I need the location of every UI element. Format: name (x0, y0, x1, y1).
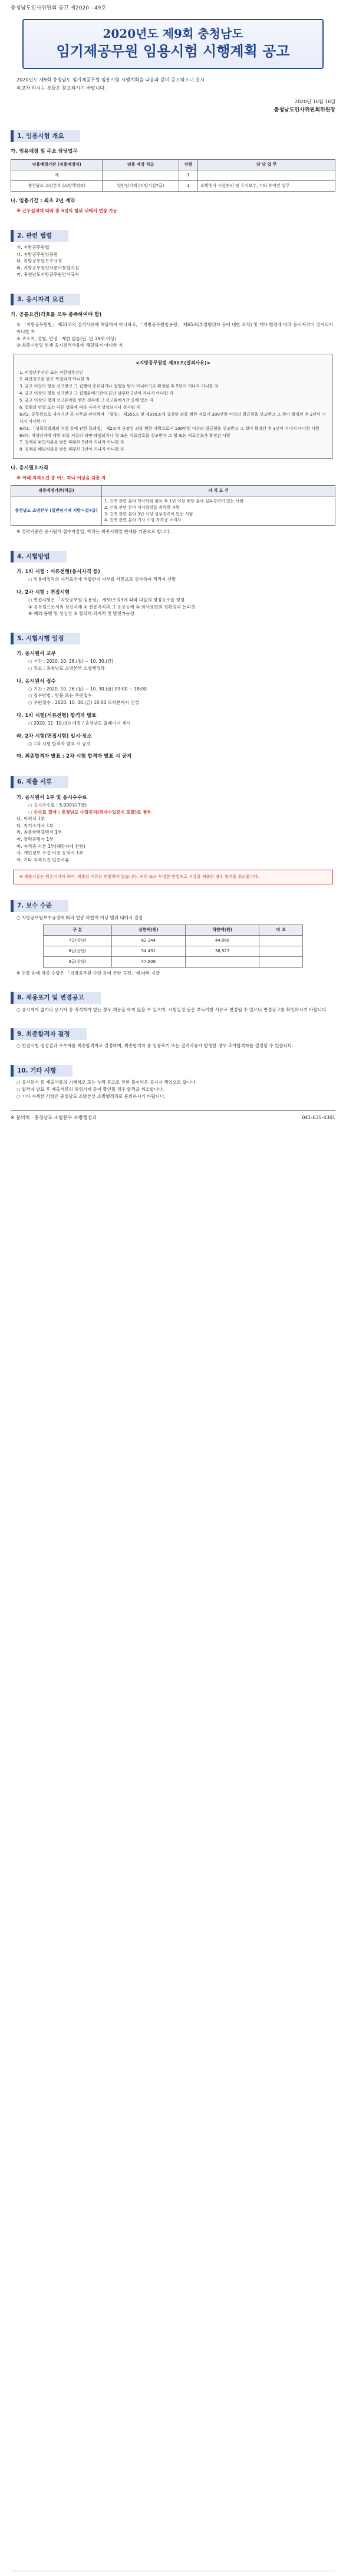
table-row: 5급(상당) 47,508 (44, 956, 303, 967)
other-notes: ○ 응시원서 등 제출서류의 기재착오 또는 누락 등으로 인한 불이익은 응시자 책임으로 합니다. ○ 합격자 발표 후 제출서류의 허위기재 등이 확인될 경우 합격을 취소합니다. ○ 기타 자세한 사항은 충청남도 소방본부 소방행정과로 문의하시기 바랍니다. (17, 1080, 197, 1099)
table-row: 충청남도 소방본부 (소방행정과) 일반임기제 (지방시설7급) 1 소방청사 시설관리 및 유지보수, 기타 부여된 업무 (11, 180, 335, 191)
col-org: 임용예정기관 (임용예정직) (11, 160, 103, 170)
sec3-sub-b: 나. 응시필요자격 (11, 465, 48, 472)
announce-date: 2020년 10월 16일 (295, 98, 335, 104)
table-row: 충청남도 소방본부 (일반임기제 지방시설7급) 1. 건축 관련 분야 학사학위 취득 후 1년 이상 해당 분야 실무경력이 있는 사람 2. 건축 관련 분야 석사학위를 취득한 사람 3. 건축 관련 분야 3년 이상 실무경력이 있는 사람 4. 건축 관련 분야 기사 이상 자격증 소지자 (11, 496, 335, 525)
sec3-note: ※ 아래 자격요건 중 어느 하나 이상을 갖춘 자 (17, 475, 106, 481)
col-duty: 담 당 업 무 (198, 160, 335, 170)
qualification-table: 임용예정기관(직급) 자 격 요 건 충청남도 소방본부 (일반임기제 지방시설7급) 1. 건축 관련 분야 학사학위 취득 후 1년 이상 해당 분야 실무경력이 있는 사람 2. 건축 관련 분야 석사학위를 취득한 사람 3. 건축 관련 분야 3년 이상 실무경력이 있는 사람 4. 건축 관련 분야 기사 이상 자격증 소지자 (11, 485, 335, 526)
table-row: 계 1 (11, 170, 335, 181)
section-9-title: 9. 최종합격자 결정 (11, 1028, 87, 1040)
exam-method: 가. 1차 시험 : 서류전형(응시자격 등) ○ 임용예정직의 자격요건에 적합한지 여부를 서면으로 심사하여 적격자 선발 나. 2차 시험 : 면접시험 ○ 면접시험은 「지방공무원 임용령」 제50조의3에 따라 다음의 평정요소를 평정 ① 공무원으로서의 정신자세 ② 전문지식과 그 응용능력 ③ 의사표현의 정확성과 논리성 ④ 예의·품행 및 성실성 ⑤ 창의력·의지력 및 발전가능성 (17, 569, 196, 617)
title-line-2: 임기제공무원 임용시험 시행계획 공고 (56, 42, 290, 60)
qualification-footer: ※ 경력기준은 응시원서 접수마감일, 학위는 최종시험일 현재를 기준으로 합니다. (17, 529, 171, 535)
sec1-sub-b: 나. 임용기간 : 최초 2년 계약 (11, 198, 75, 204)
change-notice: ○ 응시자가 없거나 응시자 중 적격자가 없는 경우 채용을 하지 않을 수 있으며, 시험일정 등은 부득이한 사유로 변경될 수 있으니 변경공고를 확인하시기 바랍니다. (17, 1006, 328, 1012)
sec1-note: ※ 근무실적에 따라 총 5년의 범위 내에서 연장 가능 (17, 208, 118, 213)
section-1-title: 1. 임용시험 개요 (11, 130, 80, 142)
col-count: 인원 (179, 160, 198, 170)
sec3-sub-a: 가. 공통요건(각호를 모두 충족하여야 함) (11, 312, 102, 318)
section-6-title: 6. 제출 서류 (11, 776, 68, 788)
documents-warning: ※ 제출서류는 원본이어야 하며, 제출된 서류는 반환하지 않습니다. 허위 또는 부정한 방법으로 서류를 제출한 경우 합격을 취소합니다. (13, 870, 333, 885)
section-7-title: 7. 보수 수준 (11, 900, 68, 912)
final-decision: ○ 면접시험 평정결과 우수자를 최종합격자로 결정하며, 최종합격자 중 임용포기 또는 결격사유가 발생한 경우 추가합격자를 결정할 수 있습니다. (17, 1043, 294, 1049)
contact-org: ※ 문의처 : 충청남도 소방본부 소방행정과 (11, 1115, 97, 1121)
table-row: 6급(상당) 54,431 38,927 (44, 946, 303, 957)
section-5-title: 5. 시험시행 일정 (11, 633, 80, 644)
disqualification-box: <지방공무원법 제31조(결격사유)> 1. 피성년후견인 또는 피한정후견인 2. 파산선고를 받고 복권되지 아니한 자 3. 금고 이상의 형을 선고받고 그 집행이 종료되거나 집행을 받지 아니하기로 확정된 후 5년이 지나지 아니한 자 4. 금고 이상의 형을 선고받고 그 집행유예기간이 끝난 날부터 2년이 지나지 아니한 자 5. 금고 이상의 형의 선고유예를 받은 경우에 그 선고유예기간 중에 있는 자 6. 법원의 판결 또는 다른 법률에 따라 자격이 상실되거나 정지된 자 6의2. 공무원으로 재직기간 중 직무와 관련하여 「형법」 제355조 및 제356조에 규정된 죄를 범한 자로서 300만원 이상의 벌금형을 선고받고 그 형이 확정된 후 2년이 지나지 아니한 자 6의3. 「성폭력범죄의 처벌 등에 관한 특례법」 제2조에 규정된 죄를 범한 사람으로서 100만원 이상의 벌금형을 선고받고 그 형이 확정된 후 3년이 지나지 아니한 사람 6의4. 미성년자에 대한 죄를 저질러 파면·해임되거나 형 또는 치료감호를 선고받아 그 형 또는 치료감호가 확정된 사람 7. 징계로 파면처분을 받은 때부터 5년이 지나지 아니한 자 8. 징계로 해임처분을 받은 때부터 3년이 지나지 아니한 자 (13, 354, 333, 459)
schedule: 가. 응시원서 교부 ○ 기간 : 2020. 10. 26.(월) ~ 10. 30.(금) ○ 장소 : 충청남도 소방본부 소방행정과 나. 응시원서 접수 ○ 기간 : 2020. 10. 26.(월) ~ 10. 30.(금) 09:00 ~ 18:00 ○ 접수방법 : 방문 또는 우편접수 ○ 우편접수 : 2020. 10. 30.(금) 18:00 도착분까지 인정 다. 1차 시험(서류전형) 합격자 발표 ○ 2020. 11. 10.(화) 예정 / 충청남도 홈페이지 게시 라. 2차 시험(면접시험) 일시·장소 ○ 1차 시험 합격자 발표 시 공지 마. 최종합격자 발표 : 2차 시험 합격자 발표 시 공지 (17, 651, 147, 760)
signing-org: 충청남도인사위원회위원장 (273, 107, 335, 113)
contact-line (11, 1110, 335, 1121)
law-list: 가. 지방공무원법 나. 지방공무원임용령 다. 지방공무원보수규정 라. 지방공무원인사분야통합지침 마. 충청남도지방공무원인사규칙 (17, 244, 80, 278)
title-box (22, 19, 324, 69)
common-requirements: ① 「지방공무원법」 제31조의 결격사유에 해당하지 아니하고, 「지방공무원임용령」 제65조(부정행위자 등에 대한 조치) 및 기타 법령에 따라 응시자격이 정지되지 아니한 자 ② 주소지, 성별, 연령 : 제한 없음(단, 만 18세 이상) ③ 최종시험일 현재 응시결격사유에 해당하지 아니한 자 (17, 322, 333, 348)
title-line-1: 2020년도 제9회 충청남도 (103, 26, 243, 41)
documents: 가. 응시원서 1부 및 응시수수료 ○ 응시수수료 : 5,000원(7급) ○ 수수료 결제 : 충청남도 수입증지(전자수입증지 포함)로 첨부 나. 이력서 1부 다. 자기소개서 1부 라. 최종학력증명서 1부 마. 경력증명서 1부 바. 자격증 사본 1부(해당자에 한함) 사. 개인정보 수집·이용 동의서 1부 아. 기타 자격요건 입증서류 (17, 794, 151, 863)
salary-intro: ○ 지방공무원보수규정에 따라 연봉 하한액 이상 범위 내에서 결정 (17, 914, 143, 920)
position-table (11, 159, 335, 192)
section-4-title: 4. 시험방법 (11, 551, 67, 562)
col-grade: 임용 예정 직급 (103, 160, 179, 170)
intro-text: 2020년도 제9회 충청남도 임기제공무원 임용시험 시행계획을 다음과 같이 공고하오니 응시 하고자 하시는 분들은 참고하시기 바랍니다. (17, 77, 205, 91)
announce-number: 충청남도인사위원회 공고 제2020 - 49호 (11, 5, 107, 11)
section-10-title: 10. 기타 사항 (11, 1065, 73, 1077)
sec1-sub-a: 가. 임용예정 및 주요 담당업무 (11, 149, 78, 155)
section-3-title: 3. 응시자격 요건 (11, 294, 80, 305)
section-8-title: 8. 채용포기 및 변경공고 (11, 992, 101, 1004)
salary-note: ※ 연봉 외에 각종 수당은 「지방공무원 수당 등에 관한 규정」에 따라 지급 (17, 970, 160, 976)
contact-phone: 041-635-4301 (302, 1115, 335, 1121)
salary-table: 구 분 상한액(원) 하한액(원) 비 고 7급(상당) 62,244 44,066 6급(상당) 54,431 38,927 5급(상당) 47,508 (43, 925, 303, 967)
table-row: 7급(상당) 62,244 44,066 (44, 936, 303, 946)
section-2-title: 2. 관련 법령 (11, 230, 68, 242)
